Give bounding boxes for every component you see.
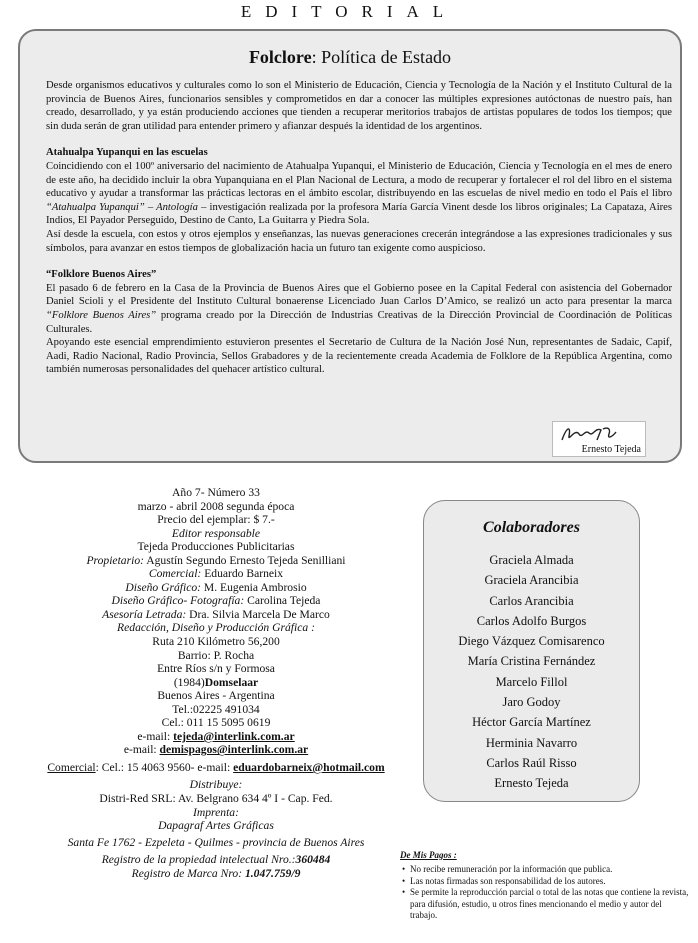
section2-paragraph-1: El pasado 6 de febrero en la Casa de la Provincia de Buenos Aires que el Gobierno posee en la Capital Federal con asistencia del Gobernador Daniel Scioli y el Presidente del Instituto Cultural bonaerense Licenciado Juan Carlos D’Amico, se realizó un acto para presentar la marca “Folklore Buenos Aires” programa creado por la Dirección de Industrias Creativas de la Dirección Provincial de Coordinación de Políticas Culturales. (46, 282, 672, 335)
commercial-contact: Comercial: Cel.: 15 4063 9560- e-mail: eduardobarneix@hotmail.com (47, 760, 385, 774)
address-city: (1984)Domselaar (173, 675, 259, 689)
editorial-body (46, 79, 672, 377)
ip-registry: Registro de la propiedad intelectual Nro.:360484 (101, 853, 331, 867)
notes-list (400, 864, 690, 921)
address-label: Redacción, Diseño y Producción Gráfica : (117, 621, 315, 635)
printer-address: Santa Fe 1762 - Ezpeleta - Quilmes - provincia de Buenos Aires (67, 835, 365, 849)
printer-label: Imprenta: (193, 805, 239, 819)
collaborator-name: Graciela Almada (489, 553, 574, 567)
intro-paragraph: Desde organismos educativos y culturales como lo son el Ministerio de Educación, Ciencia y Tecnología de la Nación y el Instituto Cultural de la provincia de Buenos Aires, funcionarios sensibles y comprometidos en dar a conocer las múltiples expresiones autóctonas de nuestro país, han creado, desarrollado, y ya están produciendo acciones que tienden a recuperar meritorios trabajos de artistas populares de todos los tiempos; que sin duda serán de gran utilidad para entender primero y afianzar después la identidad de los argentinos. (46, 80, 672, 132)
address-streets: Entre Ríos s/n y Formosa (157, 662, 275, 676)
address-barrio: Barrio: P. Rocha (177, 648, 255, 662)
collaborator-name: Marcelo Fillol (495, 674, 568, 689)
photo-line: Diseño Gráfico- Fotografía: Carolina Tejeda (111, 594, 321, 608)
email-link-1[interactable]: tejeda@interlink.com.ar (173, 729, 295, 743)
editorial-title (20, 47, 680, 68)
email-line-2: e-mail: demispagos@interlink.com.ar (123, 743, 309, 757)
masthead-info (22, 486, 410, 880)
editor-name: Tejeda Producciones Publicitarias (137, 540, 295, 554)
collaborator-name: Héctor García Martínez (472, 715, 591, 730)
distribution-value: Distri-Red SRL: Av. Belgrano 634 4º I - Cap. Fed. (99, 792, 333, 806)
cellphone: Cel.: 011 15 5095 0619 (161, 716, 271, 730)
signature-name: Ernesto Tejeda (581, 444, 641, 455)
email-line-1: e-mail: tejeda@interlink.com.ar (137, 729, 295, 743)
commercial-line: Comercial: Eduardo Barneix (148, 567, 284, 581)
title-rest: : Política de Estado (311, 47, 452, 67)
editor-label: Editor responsable (171, 526, 261, 540)
collaborator-name: Carlos Arancibia (489, 593, 574, 608)
page-header: EDITORIAL (240, 2, 458, 21)
signature (552, 421, 646, 457)
section2-title: “Folklore Buenos Aires” (46, 269, 157, 281)
issue-date: marzo - abril 2008 segunda época (137, 499, 295, 513)
issue-number: Año 7- Número 33 (172, 486, 260, 499)
note-item: • No recibe remuneración por la información que publica. (410, 864, 690, 875)
collaborator-name: María Cristina Fernández (467, 654, 596, 669)
title-bold: Folclore (248, 47, 312, 67)
email-link-2[interactable]: demispagos@interlink.com.ar (159, 743, 309, 757)
design-line: Diseño Gráfico: M. Eugenia Ambrosio (125, 580, 307, 594)
collaborator-name: Herminia Navarro (485, 735, 578, 750)
section2-paragraph-2: Apoyando este esencial emprendimiento estuvieron presentes el Secretario de Cultura de la Nación José Nun, representantes de Sadaic, Capif, Aadi, Radio Nacional, Radio Provincia, Sellos Grabadores y de la recientemente creada Academia de Folklore de la República Argentina, como también numerosas personalidades del quehacer artístico cultural. (46, 337, 672, 376)
collaborator-name: Carlos Raúl Risso (486, 755, 577, 770)
issue-price: Precio del ejemplar: $ 7.- (157, 513, 275, 527)
section1-title: Atahualpa Yupanqui en las escuelas (46, 147, 208, 159)
section1-paragraph-2: Así desde la escuela, con estos y otros ejemplos y enseñanzas, las nuevas generaciones crecerán integrándose a las expresiones tradicionales y sus símbolos, para avanzar en estos tiempos de globalización hacia un futuro tan exigente como auspicioso. (46, 228, 672, 254)
collaborator-name: Graciela Arancibia (484, 573, 579, 588)
collaborator-name: Ernesto Tejeda (494, 776, 569, 791)
notes-section (400, 850, 690, 921)
address-country: Buenos Aires - Argentina (157, 689, 275, 703)
commercial-email-link[interactable]: eduardobarneix@hotmail.com (233, 760, 385, 774)
section1-paragraph-1: Coincidiendo con el 100º aniversario del nacimiento de Atahualpa Yupanqui, el Ministerio de Educación, Ciencia y Tecnología en el mes de enero de este año, ha decidido incluir la obra Yupanquiana en el Plan Nacional de Lectura, a modo de recuperar y fortalecer el rol del libro en el sistema educativo y ayudar a transformar las prácticas lectoras en el ámbito escolar, distribuyendo en las escuelas de nivel medio en todo el País el libro “Atahualpa Yupanqui” – Antología – investigación realizada por la profesora María García Vinent desde los libros originales; La Capataza, Aires Indios, El Payador Perseguido, Destino de Canto, La Guitarra y Piedra Sola. (46, 160, 672, 227)
signature-scribble-icon (559, 424, 619, 446)
printer-name: Dapagraf Artes Gráficas (158, 819, 274, 833)
note-item: • Las notas firmadas son responsabilidad de los autores. (410, 876, 690, 887)
brand-registry: Registro de Marca Nro: 1.047.759/9 (131, 866, 301, 880)
note-item: • Se permite la reproducción parcial o total de las notas que contiene la revista, para difusión, estudio, u otros fines mencionando el medio y autor del trabajo. (410, 887, 690, 921)
editorial-box (18, 29, 682, 463)
owner-line: Propietario: Agustín Segundo Ernesto Tejeda Senilliani (86, 553, 346, 567)
notes-title: De Mis Pagos : (400, 850, 457, 860)
collaborators-title: Colaboradores (483, 519, 580, 536)
collaborators-box (423, 500, 640, 802)
collaborator-name: Carlos Adolfo Burgos (476, 613, 587, 628)
collaborator-name: Jaro Godoy (502, 695, 561, 710)
address-route: Ruta 210 Kilómetro 56,200 (152, 635, 280, 649)
collaborator-name: Diego Vázquez Comisarenco (458, 634, 605, 649)
phone: Tel.:02225 491034 (172, 702, 260, 716)
distribution-label: Distribuye: (189, 778, 243, 792)
legal-line: Asesoría Letrada: Dra. Silvia Marcela De Marco (102, 607, 330, 621)
